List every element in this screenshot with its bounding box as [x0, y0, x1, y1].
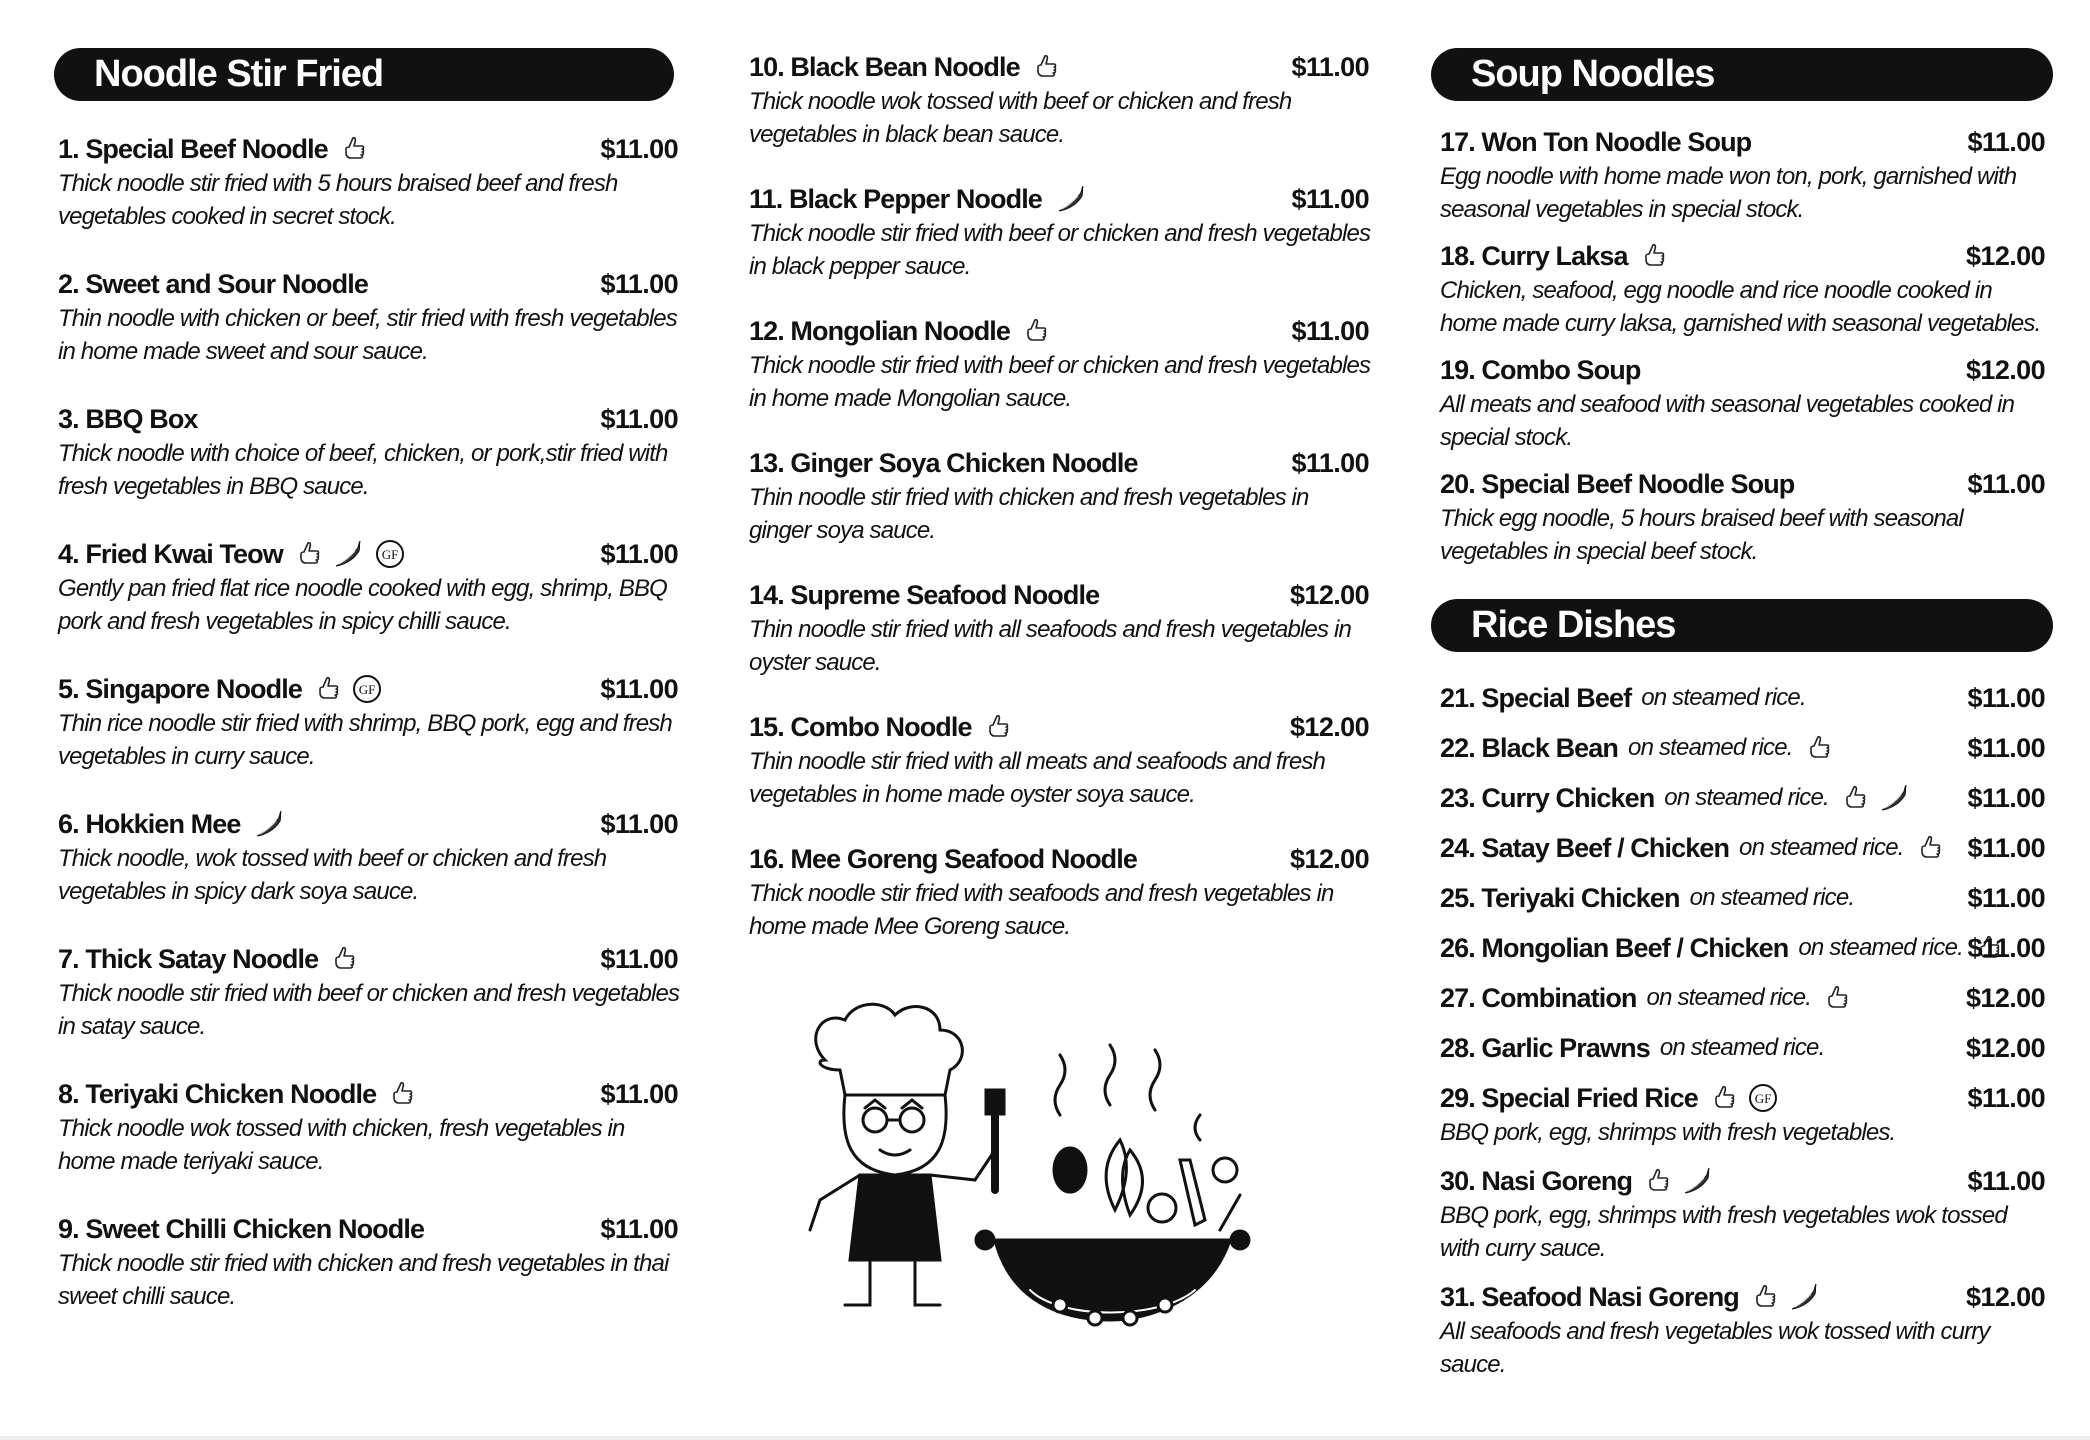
- menu-item: [749, 577, 1369, 679]
- thumbs-up-icon: [1918, 834, 1942, 862]
- menu-item-description: ginger soya sauce.: [749, 517, 936, 544]
- menu-column-noodle-stir-fried-continued: [749, 49, 1369, 943]
- menu-item-description: home made teriyaki sauce.: [58, 1148, 324, 1175]
- menu-item-description: Thin noodle stir fried with chicken and fresh vegetables in: [749, 484, 1309, 511]
- menu-item: [58, 536, 678, 638]
- menu-item-price: $12.00: [1290, 712, 1369, 742]
- thumbs-up-icon: [1825, 984, 1849, 1012]
- menu-item-icons: [1918, 834, 1942, 862]
- menu-item-header: [1440, 238, 2045, 274]
- menu-item-description: Thick noodle with choice of beef, chicken, or pork,stir fried with: [58, 440, 668, 467]
- menu-item: [1440, 880, 2045, 930]
- menu-item-price: $11.00: [600, 674, 678, 704]
- menu-item-header: [1440, 466, 2045, 502]
- thumbs-up-icon: [1712, 1084, 1736, 1112]
- menu-item-header: [749, 841, 1369, 877]
- chef-wok-illustration: [800, 1000, 1300, 1345]
- menu-item-title: 31. Seafood Nasi Goreng: [1440, 1282, 1739, 1312]
- thumbs-up-icon: [1642, 242, 1666, 270]
- menu-item-price: $11.00: [1967, 1083, 2045, 1113]
- thumbs-up-icon: [342, 135, 366, 163]
- menu-item-icons: [1056, 184, 1086, 214]
- menu-item-title: 13. Ginger Soya Chicken Noodle: [749, 448, 1138, 478]
- menu-item-description: with curry sauce.: [1440, 1235, 1606, 1262]
- menu-item-header: [58, 806, 678, 842]
- menu-item-description: Thick egg noodle, 5 hours braised beef with seasonal: [1440, 505, 1963, 532]
- menu-item-description: Thick noodle stir fried with beef or chicken and fresh vegetables: [749, 220, 1371, 247]
- menu-item-title: 6. Hokkien Mee: [58, 809, 241, 839]
- thumbs-up-icon: [390, 1080, 414, 1108]
- menu-item-price: $12.00: [1966, 1282, 2045, 1312]
- thumbs-up-icon: [316, 675, 340, 703]
- menu-item-title: 1. Special Beef Noodle: [58, 134, 328, 164]
- menu-item-price: $11.00: [600, 944, 678, 974]
- menu-item-icons: [1034, 53, 1058, 81]
- menu-item-price: $12.00: [1966, 1033, 2045, 1063]
- chili-icon: [254, 809, 284, 839]
- menu-item: [1440, 730, 2045, 780]
- menu-item: [749, 445, 1369, 547]
- menu-item: [1440, 1080, 2045, 1149]
- menu-column-noodle-stir-fried: [58, 131, 678, 1313]
- menu-item-title: 24. Satay Beef / Chicken: [1440, 833, 1730, 863]
- menu-item: [58, 671, 678, 773]
- menu-item: [749, 841, 1369, 943]
- menu-item: [58, 941, 678, 1043]
- menu-item: [749, 313, 1369, 415]
- menu-item-title: 15. Combo Noodle: [749, 712, 972, 742]
- thumbs-up-icon: [297, 540, 321, 568]
- menu-item-description: vegetables cooked in secret stock.: [58, 203, 396, 230]
- menu-item: [1440, 124, 2045, 226]
- menu-item-description: Chicken, seafood, egg noodle and rice noodle cooked in: [1440, 277, 1992, 304]
- menu-item-description: sweet chilli sauce.: [58, 1283, 236, 1310]
- menu-item-icons: [1712, 1083, 1778, 1113]
- menu-item-price: $11.00: [600, 809, 678, 839]
- menu-item-icons: [390, 1080, 414, 1108]
- menu-item-title: 3. BBQ Box: [58, 404, 198, 434]
- menu-item-title: 22. Black Bean: [1440, 733, 1619, 763]
- menu-item-price: $12.00: [1290, 580, 1369, 610]
- menu-item-description: fresh vegetables in BBQ sauce.: [58, 473, 369, 500]
- menu-item-description: Thick noodle wok tossed with beef or chicken and fresh: [749, 88, 1292, 115]
- menu-item-price: $11.00: [1967, 883, 2045, 913]
- thumbs-up-icon: [1646, 1167, 1670, 1195]
- menu-item-description: home made curry laksa, garnished with seasonal vegetables.: [1440, 310, 2041, 337]
- menu-item: [1440, 238, 2045, 340]
- menu-item-description: in home made Mongolian sauce.: [749, 385, 1072, 412]
- menu-item: [1440, 680, 2045, 730]
- menu-item: [1440, 466, 2045, 568]
- svg-text:GF: GF: [358, 682, 376, 697]
- menu-item-description: in black pepper sauce.: [749, 253, 971, 280]
- thumbs-up-icon: [1843, 784, 1867, 812]
- menu-item-description: Thick noodle stir fried with seafoods and fresh vegetables in: [749, 880, 1334, 907]
- menu-item-header: [1440, 780, 2045, 816]
- page-bottom-edge: [0, 1436, 2090, 1440]
- menu-item-price: $11.00: [1967, 783, 2045, 813]
- menu-item: [58, 401, 678, 503]
- menu-item-description: vegetables in home made oyster soya sauce.: [749, 781, 1195, 808]
- menu-item-icons: [1024, 317, 1048, 345]
- menu-item-title: 19. Combo Soup: [1440, 355, 1641, 385]
- menu-item-note: on steamed rice.: [1739, 834, 1904, 861]
- menu-item-icons: [1825, 984, 1849, 1012]
- menu-item-description: Thin rice noodle stir fried with shrimp, BBQ pork, egg and fresh: [58, 710, 672, 737]
- menu-item-note: on steamed rice.: [1664, 784, 1829, 811]
- menu-item-price: $11.00: [600, 404, 678, 434]
- menu-item: [1440, 780, 2045, 830]
- menu-item-header: [58, 536, 678, 572]
- menu-item-header: [1440, 352, 2045, 388]
- menu-item: [58, 1211, 678, 1313]
- menu-item-price: $11.00: [600, 1079, 678, 1109]
- section-header-soup-noodles: Soup Noodles: [1431, 48, 2053, 101]
- menu-item-note: on steamed rice.: [1628, 734, 1793, 761]
- menu-item-description: Thick noodle stir fried with beef or chicken and fresh vegetables: [58, 980, 680, 1007]
- menu-item-description: oyster sauce.: [749, 649, 881, 676]
- menu-item: [1440, 1279, 2045, 1381]
- menu-item-description: Thick noodle stir fried with chicken and fresh vegetables in thai: [58, 1250, 669, 1277]
- menu-item: [1440, 352, 2045, 454]
- chili-icon: [1879, 783, 1909, 813]
- menu-item-header: [58, 131, 678, 167]
- menu-item-price: $11.00: [1967, 127, 2045, 157]
- chili-icon: [1056, 184, 1086, 214]
- menu-item-price: $11.00: [1291, 448, 1369, 478]
- menu-item-header: [749, 181, 1369, 217]
- menu-item-title: 16. Mee Goreng Seafood Noodle: [749, 844, 1137, 874]
- svg-text:GF: GF: [381, 547, 399, 562]
- menu-item-description: Egg noodle with home made won ton, pork, garnished with: [1440, 163, 2017, 190]
- menu-item-icons: [1642, 242, 1666, 270]
- menu-item-header: [58, 671, 678, 707]
- menu-item-header: [1440, 1030, 2045, 1066]
- menu-item-price: $11.00: [600, 134, 678, 164]
- section-header-noodle-stir-fried: Noodle Stir Fried: [54, 48, 674, 101]
- menu-item-price: $11.00: [600, 1214, 678, 1244]
- menu-item-title: 14. Supreme Seafood Noodle: [749, 580, 1100, 610]
- menu-item-header: [1440, 124, 2045, 160]
- menu-item-description: sauce.: [1440, 1351, 1506, 1378]
- gluten-free-icon: [352, 674, 382, 704]
- menu-item-description: BBQ pork, egg, shrimps with fresh vegetables.: [1440, 1119, 1896, 1146]
- menu-item-price: $11.00: [1291, 316, 1369, 346]
- menu-item-title: 21. Special Beef: [1440, 683, 1632, 713]
- menu-item-header: [749, 577, 1369, 613]
- menu-item-price: $12.00: [1290, 844, 1369, 874]
- menu-item-header: [58, 401, 678, 437]
- svg-text:GF: GF: [1754, 1091, 1772, 1106]
- menu-item-description: in home made sweet and sour sauce.: [58, 338, 428, 365]
- menu-item-header: [58, 1211, 678, 1247]
- menu-item-description: Thin noodle stir fried with all seafoods and fresh vegetables in: [749, 616, 1351, 643]
- menu-item-description: special stock.: [1440, 424, 1573, 451]
- menu-item-description: seasonal vegetables in special stock.: [1440, 196, 1804, 223]
- menu-item-icons: [1843, 783, 1909, 813]
- menu-item-title: 10. Black Bean Noodle: [749, 52, 1020, 82]
- menu-item-header: [1440, 1279, 2045, 1315]
- menu-item-note: on steamed rice.: [1798, 934, 1963, 961]
- menu-item-price: $11.00: [600, 539, 678, 569]
- menu-item: [58, 1076, 678, 1178]
- menu-item-icons: [1646, 1166, 1712, 1196]
- menu-item-header: [1440, 930, 2045, 966]
- menu-item-title: 17. Won Ton Noodle Soup: [1440, 127, 1752, 157]
- menu-item-title: 30. Nasi Goreng: [1440, 1166, 1633, 1196]
- menu-item-price: $11.00: [1967, 733, 2045, 763]
- menu-item-title: 28. Garlic Prawns: [1440, 1033, 1650, 1063]
- menu-item-description: vegetables in black bean sauce.: [749, 121, 1065, 148]
- menu-column-rice-dishes: [1440, 680, 2045, 1381]
- menu-item-header: [1440, 980, 2045, 1016]
- chili-icon: [1682, 1166, 1712, 1196]
- menu-item-price: $11.00: [1291, 52, 1369, 82]
- menu-item: [1440, 980, 2045, 1030]
- thumbs-up-icon: [1034, 53, 1058, 81]
- menu-item-note: on steamed rice.: [1659, 1034, 1825, 1061]
- menu-item-header: [58, 266, 678, 302]
- gluten-free-icon: [1748, 1083, 1778, 1113]
- menu-item-description: vegetables in special beef stock.: [1440, 538, 1758, 565]
- thumbs-up-icon: [1753, 1283, 1777, 1311]
- menu-item-title: 8. Teriyaki Chicken Noodle: [58, 1079, 377, 1109]
- menu-item-title: 4. Fried Kwai Teow: [58, 539, 283, 569]
- menu-item-title: 12. Mongolian Noodle: [749, 316, 1011, 346]
- menu-item: [749, 709, 1369, 811]
- menu-item-icons: [342, 135, 366, 163]
- thumbs-up-icon: [986, 713, 1010, 741]
- menu-item-header: [749, 445, 1369, 481]
- menu-item: [1440, 1030, 2045, 1080]
- menu-item-description: Thin noodle with chicken or beef, stir fried with fresh vegetables: [58, 305, 677, 332]
- thumbs-up-icon: [1807, 734, 1831, 762]
- menu-item-header: [749, 709, 1369, 745]
- menu-item-icons: [316, 674, 382, 704]
- menu-item-price: $11.00: [1967, 933, 2045, 963]
- menu-item-description: Thick noodle wok tossed with chicken, fresh vegetables in: [58, 1115, 625, 1142]
- menu-item-icons: [1807, 734, 1831, 762]
- chili-icon: [1789, 1282, 1819, 1312]
- menu-item-description: Gently pan fried flat rice noodle cooked with egg, shrimp, BBQ: [58, 575, 667, 602]
- menu-item-icons: [297, 539, 405, 569]
- menu-item-note: on steamed rice.: [1646, 984, 1812, 1011]
- section-header-rice-dishes: Rice Dishes: [1431, 599, 2053, 652]
- menu-item-title: 25. Teriyaki Chicken: [1440, 883, 1680, 913]
- thumbs-up-icon: [1024, 317, 1048, 345]
- menu-item-header: [1440, 1163, 2045, 1199]
- menu-item-description: Thick noodle stir fried with beef or chicken and fresh vegetables: [749, 352, 1371, 379]
- menu-item-title: 2. Sweet and Sour Noodle: [58, 269, 368, 299]
- menu-item-price: $11.00: [1967, 683, 2045, 713]
- menu-item-header: [58, 1076, 678, 1112]
- menu-item-icons: [254, 809, 284, 839]
- menu-column-soup-noodles: [1440, 124, 2045, 568]
- menu-item-header: [1440, 680, 2045, 716]
- menu-item-description: vegetables in curry sauce.: [58, 743, 315, 770]
- menu-item-header: [749, 49, 1369, 85]
- menu-item-header: [58, 941, 678, 977]
- menu-item-price: $11.00: [1967, 469, 2045, 499]
- menu-item-description: All seafoods and fresh vegetables wok tossed with curry: [1440, 1318, 1990, 1345]
- menu-item-header: [1440, 1080, 2045, 1116]
- menu-item-price: $11.00: [600, 269, 678, 299]
- menu-item-description: All meats and seafood with seasonal vegetables cooked in: [1440, 391, 2015, 418]
- menu-item-price: $12.00: [1966, 983, 2045, 1013]
- menu-item-icons: [1753, 1282, 1819, 1312]
- menu-item-price: $12.00: [1966, 355, 2045, 385]
- menu-item-note: on steamed rice.: [1689, 884, 1855, 911]
- menu-item-header: [1440, 880, 2045, 916]
- menu-item-header: [749, 313, 1369, 349]
- menu-item: [1440, 930, 2045, 980]
- chili-icon: [333, 539, 363, 569]
- menu-item-title: 23. Curry Chicken: [1440, 783, 1655, 813]
- menu-item-icons: [332, 945, 356, 973]
- menu-item-title: 26. Mongolian Beef / Chicken: [1440, 933, 1789, 963]
- menu-item-title: 18. Curry Laksa: [1440, 241, 1628, 271]
- menu-item-price: $11.00: [1967, 1166, 2045, 1196]
- menu-item-description: home made Mee Goreng sauce.: [749, 913, 1071, 940]
- menu-item-description: in satay sauce.: [58, 1013, 206, 1040]
- menu-item: [1440, 830, 2045, 880]
- menu-item-header: [1440, 730, 2045, 766]
- menu-item-title: 5. Singapore Noodle: [58, 674, 302, 704]
- menu-item-title: 20. Special Beef Noodle Soup: [1440, 469, 1795, 499]
- thumbs-up-icon: [332, 945, 356, 973]
- menu-item: [749, 181, 1369, 283]
- menu-item-description: vegetables in spicy dark soya sauce.: [58, 878, 419, 905]
- menu-item-description: pork and fresh vegetables in spicy chilli sauce.: [58, 608, 511, 635]
- menu-item-title: 11. Black Pepper Noodle: [749, 184, 1042, 214]
- menu-item: [58, 806, 678, 908]
- menu-item-price: $11.00: [1291, 184, 1369, 214]
- menu-item-icons: [986, 713, 1010, 741]
- menu-item: [58, 131, 678, 233]
- menu-item-title: 7. Thick Satay Noodle: [58, 944, 319, 974]
- menu-item: [749, 49, 1369, 151]
- menu-item: [1440, 1163, 2045, 1265]
- menu-item-description: Thick noodle stir fried with 5 hours braised beef and fresh: [58, 170, 618, 197]
- menu-item-description: Thick noodle, wok tossed with beef or chicken and fresh: [58, 845, 607, 872]
- menu-item-header: [1440, 830, 2045, 866]
- menu-item-title: 9. Sweet Chilli Chicken Noodle: [58, 1214, 425, 1244]
- menu-item-title: 29. Special Fried Rice: [1440, 1083, 1698, 1113]
- gluten-free-icon: [375, 539, 405, 569]
- menu-item-description: BBQ pork, egg, shrimps with fresh vegetables wok tossed: [1440, 1202, 2007, 1229]
- menu-item-description: Thin noodle stir fried with all meats and seafoods and fresh: [749, 748, 1326, 775]
- menu-item: [58, 266, 678, 368]
- menu-item-title: 27. Combination: [1440, 983, 1637, 1013]
- menu-item-price: $12.00: [1966, 241, 2045, 271]
- menu-item-price: $11.00: [1967, 833, 2045, 863]
- menu-item-note: on steamed rice.: [1641, 684, 1806, 711]
